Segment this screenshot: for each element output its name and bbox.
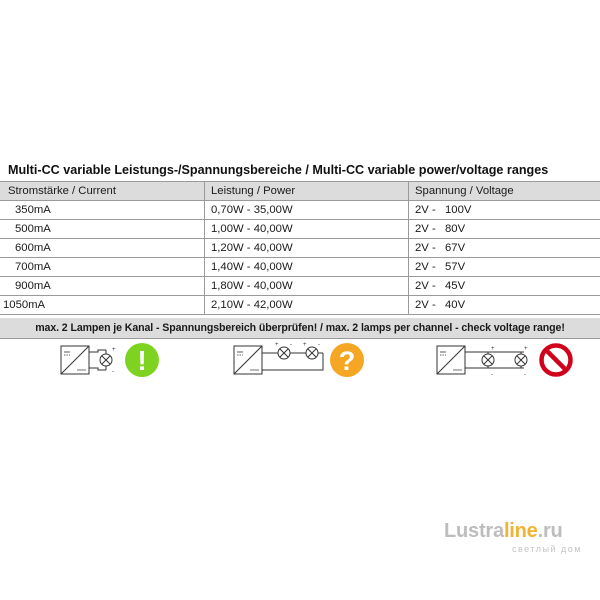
- cell-voltage: [409, 239, 600, 258]
- minus-sign: -: [491, 372, 493, 378]
- plus-sign: +: [112, 347, 116, 353]
- voltage-min: 2V -: [415, 242, 436, 254]
- voltage-max: 45V: [445, 280, 466, 292]
- brand-part2: line: [503, 520, 538, 542]
- voltage-min: 2V -: [415, 261, 436, 273]
- table-title: Multi-CC variable Leistungs-/Spannungsbereiche / Multi-CC variable power/voltage ranges: [8, 163, 549, 177]
- brand-tagline: светлый дом: [512, 544, 583, 554]
- voltage-max: 57V: [445, 261, 466, 273]
- table-header-row: [0, 182, 600, 201]
- table-row: [0, 277, 600, 296]
- cell-power: 1,00W - 40,00W: [205, 220, 409, 239]
- wiring-diagram-three-lamps: [436, 340, 576, 384]
- minus-sign: -: [318, 342, 320, 348]
- cell-power: 0,70W - 35,00W: [205, 201, 409, 220]
- svg-text:!: !: [137, 345, 147, 376]
- plus-sign: +: [303, 342, 307, 348]
- header-current: Stromstärke / Current: [0, 182, 205, 201]
- cell-current: 350mA: [0, 201, 205, 220]
- cell-voltage: [409, 258, 600, 277]
- cell-power: 1,80W - 40,00W: [205, 277, 409, 296]
- plus-sign: +: [275, 342, 279, 348]
- brand-part3: .ru: [537, 520, 563, 542]
- cell-voltage: [409, 277, 600, 296]
- cell-power: 1,20W - 40,00W: [205, 239, 409, 258]
- voltage-min: 2V -: [415, 204, 436, 216]
- brand-part1: Lustra: [444, 520, 504, 542]
- voltage-min: 2V -: [415, 280, 436, 292]
- lamp-limit-warning: max. 2 Lampen je Kanal - Spannungsbereich überprüfen! / max. 2 lamps per channel - check voltage range!: [0, 318, 600, 339]
- cell-voltage: [409, 201, 600, 220]
- lamp-icon: [100, 354, 112, 366]
- cell-voltage: [409, 220, 600, 239]
- lamp-icon: [515, 354, 527, 366]
- voltage-min: 2V -: [415, 299, 436, 311]
- svg-text:?: ?: [338, 346, 356, 376]
- wiring-diagram-two-lamps: [233, 340, 368, 384]
- voltage-min: 2V -: [415, 223, 436, 235]
- table-row: [0, 296, 600, 315]
- voltage-max: 80V: [445, 223, 466, 235]
- cell-current: 600mA: [0, 239, 205, 258]
- question-icon: [330, 343, 364, 377]
- plus-sign: +: [491, 346, 495, 352]
- table-row: [0, 239, 600, 258]
- lamp-icon: [482, 354, 494, 366]
- table-row: [0, 201, 600, 220]
- driver-icon: [234, 346, 262, 374]
- cell-current: 1050mA: [0, 296, 205, 315]
- ranges-table: [0, 181, 600, 315]
- cell-current: 900mA: [0, 277, 205, 296]
- driver-icon: [437, 346, 465, 374]
- wiring-diagram-one-lamp: [60, 340, 170, 384]
- lamp-icon: [306, 347, 318, 359]
- minus-sign: -: [524, 372, 526, 378]
- voltage-max: 67V: [445, 242, 466, 254]
- header-voltage: Spannung / Voltage: [409, 182, 600, 201]
- prohibited-icon: [542, 346, 571, 375]
- cell-current: 700mA: [0, 258, 205, 277]
- table-row: [0, 220, 600, 239]
- exclamation-icon: [125, 343, 159, 377]
- cell-current: 500mA: [0, 220, 205, 239]
- voltage-max: 100V: [445, 204, 472, 216]
- minus-sign: -: [290, 342, 292, 348]
- lamp-icon: [278, 347, 290, 359]
- table-row: [0, 258, 600, 277]
- voltage-max: 40V: [445, 299, 466, 311]
- brand-watermark: [444, 520, 563, 543]
- plus-sign: +: [524, 346, 528, 352]
- driver-icon: [61, 346, 89, 374]
- cell-power: 2,10W - 42,00W: [205, 296, 409, 315]
- minus-sign: -: [112, 369, 114, 375]
- header-power: Leistung / Power: [205, 182, 409, 201]
- cell-voltage: [409, 296, 600, 315]
- cell-power: 1,40W - 40,00W: [205, 258, 409, 277]
